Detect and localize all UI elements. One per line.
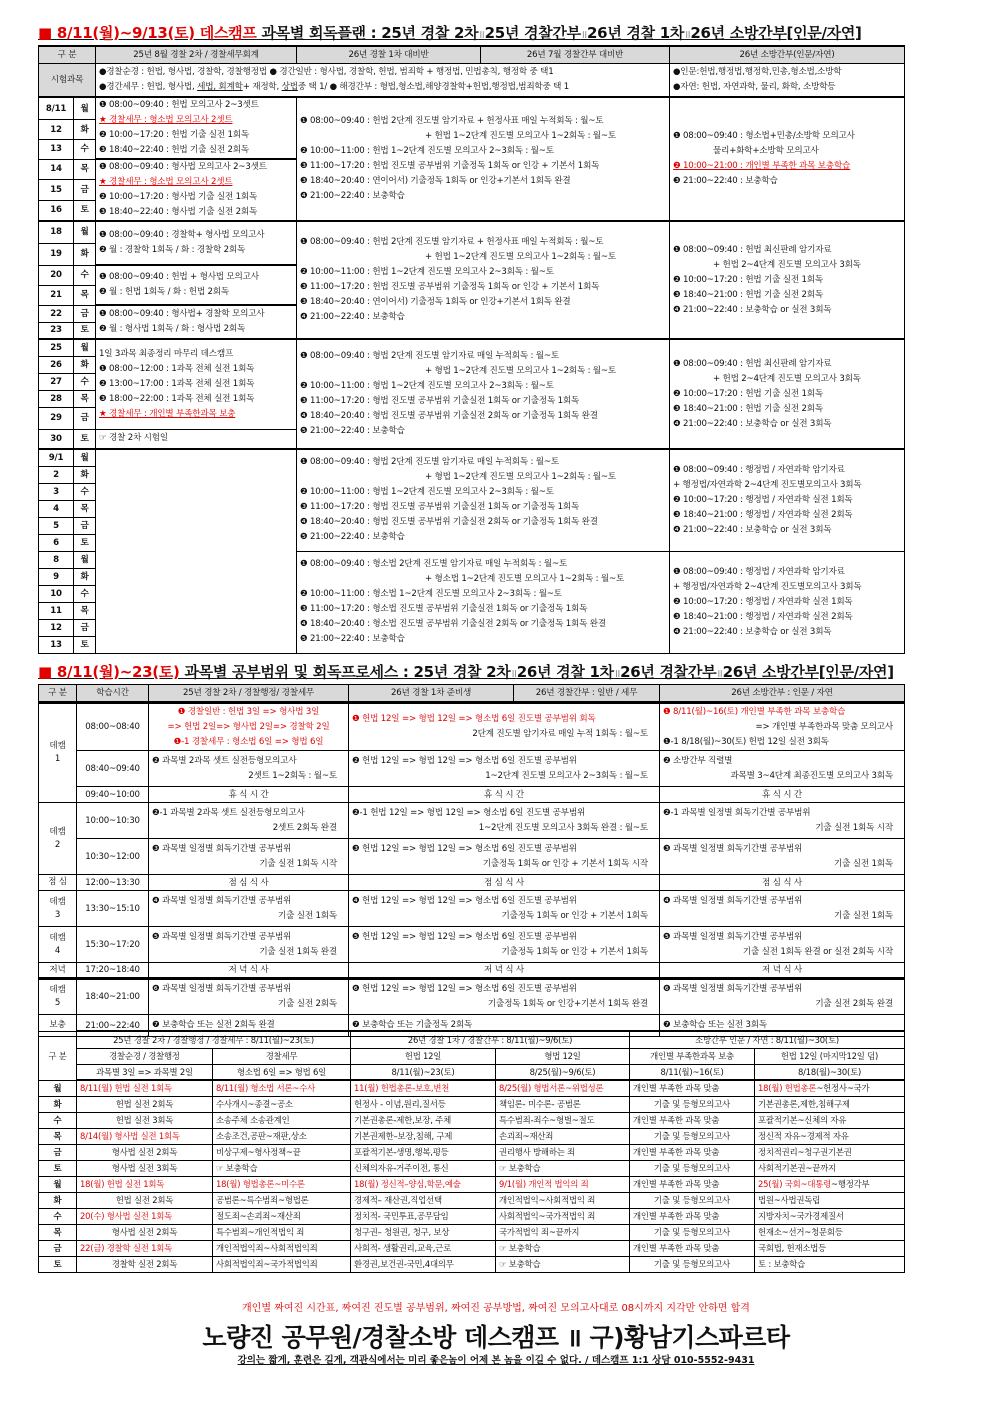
study-process-table [38, 684, 905, 1037]
footer-tagline: 강의는 짧게, 훈련은 길게, 객관식에서는 미리 좋은놈이 어제 본 놈을 이길 수 없다. / 데스캠프 1:1 상담 010-5552-9431 [237, 1355, 755, 1366]
subject-range-table [38, 1030, 905, 1273]
subjects-label: 시험과목 [39, 63, 96, 97]
fire-supplement-cell: 기출 및 등형모의고사 [630, 1096, 755, 1112]
header-fire: 26년 소방간부(인문/자연) [670, 46, 905, 63]
section1-title: ■ 8/11(월)~9/13(토) 데스캠프 과목별 회독플랜 : 25년 경찰 2차॥25년 경찰간부॥26년 경찰 1차॥26년 소방간부[인문/자연] [38, 24, 862, 42]
process-cell: ❺ 헌법 12일 => 형법 12일 => 형소법 6일 진도별 공부범위 기출정독 1회독 or 인강 + 기본서 1회독 [349, 927, 660, 963]
date-cell: 13 [39, 636, 74, 653]
time-row [39, 891, 905, 927]
tax-range-cell: 사회적법익죄~국가적법익죄 [213, 1256, 351, 1272]
date-row [39, 97, 905, 120]
day-row [39, 1208, 905, 1224]
subjects-text: ●경찰순경 : 헌법, 형사법, 경찰학, 경찰행정법 ● 경간일반 : 형사법, 경찰학, 헌법, 범죄학 + 행정법, 민법총칙, 행정학 중 택1 ●경간세무 : 헌법, 형사법, 세법, 회계학+ 재정학, 상법중 택 1/ ● 해경간부 : 형법,형소법,해양경찰학+헌법,행정법,범죄학중 택 1 [96, 63, 670, 97]
date-row [39, 449, 905, 466]
date-cell: 11 [39, 602, 74, 619]
break-cell: 저 녁 식 사 [349, 963, 660, 979]
date-cell: 10 [39, 585, 74, 602]
weekday-cell: 월 [39, 1176, 77, 1192]
session-label: 데캠 4 [39, 927, 77, 963]
police2-range-cell: 18(월) 헌법 실전 1회독 [77, 1176, 213, 1192]
fire-supplement-cell: 기출 및 등형모의고사 [630, 1224, 755, 1240]
tax-range-cell: 소송조건,공판~재판,상소 [213, 1128, 351, 1144]
criminal-range-cell: 사회적법익~국가적법익 죄 [496, 1208, 630, 1224]
process-cell: ❶ 8/11(월)~16(토) 개인별 부족한 과목 보충학습 => 개인별 부족한과목 맞춤 모의고사 ❶-1 8/18(월)~30(토) 헌법 12일 실전 3회독 [660, 703, 905, 751]
day-row [39, 1080, 905, 1096]
subheader-cell: 형법 12일 [496, 1048, 630, 1064]
date-cell: 2 [39, 466, 74, 483]
day-row [39, 1160, 905, 1176]
weekday-cell: 화 [74, 568, 96, 585]
session-label: 저녁 [39, 963, 77, 979]
police2-range-cell: 헌법 실전 3회독 [77, 1112, 213, 1128]
police2-plan-cell: ❶ 08:00~09:40 : 헌법 + 형사법 모의고사 ❷ 월 : 헌법 1회독 / 화 : 헌법 2회독 [96, 265, 297, 305]
fire-plan-cell: ❶ 08:00~09:40 : 행정법 / 자연과학 암기자료 + 행정법/자연과학 2~4단계 진도별모의고사 3회독 ❷ 10:00~17:20 : 행정법 / 자연과학 실전 1회독 ❸ 18:40~21:00 : 행정법 / 자연과학 실전 2회독 ❹ 21:00~22:40 : 보충학습 or 실전 3회독 [670, 449, 905, 551]
process-cell: ❷ 과목별 2과목 셋트 실전등형모의고사 2셋트 1~2회독 : 월~토 [149, 751, 349, 787]
police1-cadet-plan-cell: ❶ 08:00~09:40 : 형법 2단계 진도별 암기자료 매일 누적회독 : 월~토 + 형법 1~2단계 진도별 모의고사 1~2회독 : 월~토 ❷ 10:00~11:00 : 형법 1~2단계 진도별 모의고사 2~3회독 : 월~토 ❸ 11:00~17:20 : 형법 진도별 공부범위 기출실전 1회독 or 기출정독 1회독 ❹ 18:40~20:40 : 형법 진도별 공부범위 기출실전 2회독 or 기출정독 1회독 완결 ❺ 21:00~22:40 : 보충학습 [297, 339, 670, 449]
day-row [39, 1240, 905, 1256]
date-cell: 15 [39, 180, 74, 201]
fire-constitution-cell: 18(월) 헌법총론~헌정사~국가 [755, 1080, 905, 1096]
date-cell: 9 [39, 568, 74, 585]
weekday-cell: 화 [74, 243, 96, 265]
fire-plan-cell: ❶ 08:00~09:40 : 형소법+민총/소방학 모의고사 물리+화학+소방학 모의고사 ❷ 10:00~21:00 : 개인별 부족한 과목 보충학습 ❸ 21:00~22:40 : 보충학습 [670, 97, 905, 221]
weekday-cell: 금 [74, 517, 96, 534]
date-cell: 29 [39, 407, 74, 429]
break-cell: 점 심 식 사 [660, 875, 905, 891]
process-cell: ❸ 과목별 일정별 회독기간별 공부범위 기출 실전 1회독 [660, 839, 905, 875]
group3-title: 소방간부 인문 / 자연 : 8/11(월)~30(토) [630, 1031, 905, 1048]
fire-supplement-cell: 개인별 부족한 과목 맞춤 [630, 1208, 755, 1224]
fire-constitution-cell: 기본권총론,제한,침해구제 [755, 1096, 905, 1112]
weekday-cell: 토 [74, 200, 96, 221]
police2-range-cell: 8/11(월) 헌법 실전 1회독 [77, 1080, 213, 1096]
process-cell: ❼ 보충학습 또는 실전 3회독 [660, 1015, 905, 1037]
group1-title: 25년 경찰 2차 / 경찰행정 / 경찰세무 : 8/11(월)~23(토) [77, 1031, 351, 1048]
section3-label: 구 분 [39, 1031, 77, 1080]
weekday-cell: 화 [39, 1096, 77, 1112]
subheader-cell: 과목별 3일 => 과목별 2일 [77, 1064, 213, 1080]
process-cell: ❻ 과목별 일정별 회독기간별 공부범위 기출 실전 2회독 [149, 979, 349, 1015]
fire-supplement-cell: 개인별 부족한 과목 맞춤 [630, 1144, 755, 1160]
police2-range-cell: 헌법 실전 2회독 [77, 1096, 213, 1112]
fire-constitution-cell: 지방자치~국가경제질서 [755, 1208, 905, 1224]
date-cell: 3 [39, 483, 74, 500]
time-row [39, 963, 905, 979]
subheader-cell: 헌법 12일 (마지막12일 덤) [755, 1048, 905, 1064]
police2-plan-cell: 1일 3과목 최종정리 마무리 데스캠프 ❶ 08:00~12:00 : 1과목 전체 실전 1회독 ❷ 13:00~17:00 : 1과목 전체 실전 1회독 ❸ 18:00~22:00 : 1과목 전체 실전 1회독 ★ 경찰세무 : 개인별 부족한과목 보충 [96, 339, 297, 429]
day-row [39, 1256, 905, 1272]
fire-constitution-cell: 25(월) 국회~대통령~행정각부 [755, 1176, 905, 1192]
criminal-range-cell: 책임론- 미수론- 공범론 [496, 1096, 630, 1112]
day-row [39, 1224, 905, 1240]
subheader-cell: 8/11(월)~16(토) [630, 1064, 755, 1080]
criminal-range-cell: ☞ 보충학습 [496, 1240, 630, 1256]
process-cell: ❷-1 헌법 12일 => 형법 12일 => 형소법 6일 진도별 공부범위 1~2단계 진도별 모의고사 3회독 완결 : 월~토 [349, 803, 660, 839]
weekday-cell: 월 [74, 97, 96, 120]
constitution-range-cell: 정치적- 국민투표,공무담임 [351, 1208, 496, 1224]
weekday-cell: 금 [74, 407, 96, 429]
time-cell: 21:00~22:40 [77, 1015, 149, 1037]
subheader-cell: 8/18(월)~30(토) [755, 1064, 905, 1080]
process-cell: ❺ 과목별 일정별 회독기간별 공부범위 기출 실전 1회독 완결 or 실전 2회독 시작 [660, 927, 905, 963]
session-label: 보충 [39, 1015, 77, 1037]
process-cell: ❷ 헌법 12일 => 형법 12일 => 형소법 6일 진도별 공부범위 1~2단계 진도별 모의고사 2~3회독 : 월~토 [349, 751, 660, 787]
fire-constitution-cell: 사회적기본권~끝까지 [755, 1160, 905, 1176]
time-row [39, 803, 905, 839]
constitution-range-cell: 11(월) 헌법총론-보호,변천 [351, 1080, 496, 1096]
date-cell: 12 [39, 120, 74, 140]
process-cell: ❹ 과목별 일정별 회독기간별 공부범위 기출 실전 1회독 [149, 891, 349, 927]
police1-cadet-plan-cell: ❶ 08:00~09:40 : 형소법 2단계 진도별 암기자료 매일 누적회독 : 월~토 + 형소법 1~2단계 진도별 모의고사 1~2회독 : 월~토 ❷ 10:00~11:00 : 형소법 1~2단계 진도별 모의고사 2~3회독 : 월~토 ❸ 11:00~17:20 : 형소법 진도별 공부범위 기출실전 1회독 or 기출정독 1회독 ❹ 18:40~20:40 : 형소법 진도별 공부범위 기출실전 2회독 or 기출정독 1회독 완결 ❺ 21:00~22:40 : 보충학습 [297, 551, 670, 653]
day-row [39, 1176, 905, 1192]
fire-plan-cell: ❶ 08:00~09:40 : 헌법 최신판례 암기자료 + 헌법 2~4단계 진도별 모의고사 3회독 ❷ 10:00~17:20 : 헌법 기출 실전 1회독 ❸ 18:40~21:00 : 헌법 기출 실전 2회독 ❹ 21:00~22:40 : 보충학습 or 실전 3회독 [670, 339, 905, 449]
weekday-cell: 목 [39, 1224, 77, 1240]
date-cell: 25 [39, 339, 74, 356]
day-row [39, 1192, 905, 1208]
weekday-cell: 목 [74, 500, 96, 517]
weekday-cell: 월 [74, 551, 96, 568]
criminal-range-cell: 손괴죄~재산죄 [496, 1128, 630, 1144]
weekday-cell: 토 [74, 534, 96, 551]
weekday-cell: 수 [74, 483, 96, 500]
session-label: 데캠 1 [39, 703, 77, 803]
fire-supplement-cell: 개인별 부족한 과목 맞춤 [630, 1080, 755, 1096]
empty-cell [96, 449, 297, 653]
day-row [39, 1112, 905, 1128]
time-cell: 15:30~17:20 [77, 927, 149, 963]
criminal-range-cell: 개인적법익~사회적법익 죄 [496, 1192, 630, 1208]
subheader-cell: 경찰세무 [213, 1048, 351, 1064]
constitution-range-cell: 청구권– 청원권, 청구, 보상 [351, 1224, 496, 1240]
process-cell: ❹ 헌법 12일 => 형법 12일 => 형소법 6일 진도별 공부범위 기출정독 1회독 or 인강 + 기본서 1회독 [349, 891, 660, 927]
weekday-cell: 금 [39, 1240, 77, 1256]
weekday-cell: 금 [74, 305, 96, 322]
tax-range-cell: 절도죄~손괴죄~재산죄 [213, 1208, 351, 1224]
fire-constitution-rest: ~헌정사~국가 [816, 1083, 870, 1094]
subheader-cell: 헌법 12일 [351, 1048, 496, 1064]
subheader-cell: 8/11(월)~23(토) [351, 1064, 496, 1080]
session-label: 점 심 [39, 875, 77, 891]
time-row [39, 875, 905, 891]
date-cell: 8 [39, 551, 74, 568]
time-row [39, 839, 905, 875]
process-cell: ❷-1 과목별 2과목 셋트 실전등형모의고사 2셋트 2회독 완결 [149, 803, 349, 839]
criminal-range-cell: ☞ 보충학습 [496, 1160, 630, 1176]
time-row [39, 787, 905, 803]
tax-range-cell: 소송주체 소송관계인 [213, 1112, 351, 1128]
weekday-cell: 수 [39, 1208, 77, 1224]
weekday-cell: 토 [74, 322, 96, 339]
break-cell: 저 녁 식 사 [149, 963, 349, 979]
police2-plan-cell: ❶ 08:00~09:40 : 헌법 모의고사 2~3셋트 ★ 경찰세무 : 형소법 모의고사 2셋트 ❷ 10:00~17:20 : 헌법 기출 실전 1회독 ❸ 18:40~22:40 : 헌법 기출 실전 2회독 [96, 97, 297, 159]
weekday-cell: 수 [74, 265, 96, 285]
subheader-cell: 형소법 6일 => 형법 6일 [213, 1064, 351, 1080]
fire-constitution-cell: 토 : 보충학습 [755, 1256, 905, 1272]
police2-range-cell: 22(금) 경찰학 실전 1회독 [77, 1240, 213, 1256]
process-cell: ❹ 과목별 일정별 회독기간별 공부범위 기출 실전 1회독 [660, 891, 905, 927]
fire-supplement-cell: 개인별 부족한 과목 맞춤 [630, 1176, 755, 1192]
date-cell: 5 [39, 517, 74, 534]
weekday-cell: 월 [74, 221, 96, 243]
process-cell: ❸ 과목별 일정별 회독기간별 공부범위 기출 실전 1회독 시작 [149, 839, 349, 875]
fire-plan-cell: ❶ 08:00~09:40 : 행정법 / 자연과학 암기자료 + 행정법/자연과학 2~4단계 진도별모의고사 3회독 ❷ 10:00~17:20 : 행정법 / 자연과학 실전 1회독 ❸ 18:40~21:00 : 행정법 / 자연과학 실전 2회독 ❹ 21:00~22:40 : 보충학습 or 실전 3회독 [670, 551, 905, 653]
time-cell: 10:30~12:00 [77, 839, 149, 875]
tax-range-cell: 18(월) 형법총론~미수론 [213, 1176, 351, 1192]
subheader-cell: 8/25(월)~9/6(토) [496, 1064, 630, 1080]
criminal-range-cell: 권리행사 방해하는 죄 [496, 1144, 630, 1160]
weekday-cell: 목 [39, 1128, 77, 1144]
date-row [39, 221, 905, 243]
police1-cadet-plan-cell: ❶ 08:00~09:40 : 헌법 2단계 진도별 암기자료 + 헌정사표 매일 누적회독 : 월~토 + 헌법 1~2단계 진도별 모의고사 1~2회독 : 월~토 ❷ 10:00~11:00 : 헌법 1~2단계 진도별 모의고사 2~3회독 : 월~토 ❸ 11:00~17:20 : 헌법 진도별 공부범위 기출정독 1회독 or 인강 + 기본서 1회독 ❸ 18:40~20:40 : 연이어서) 기출정독 1회독 or 인강+기본서 1회독 완결 ❹ 21:00~22:40 : 보충학습 [297, 221, 670, 339]
subheader-cell: 개인별 부족한과목 보충 [630, 1048, 755, 1064]
weekday-cell: 토 [74, 429, 96, 449]
weekday-cell: 월 [74, 449, 96, 466]
process-cell: ❷ 소방간부 직렬별 과목별 3~4단계 최종진도별 모의고사 3회독 [660, 751, 905, 787]
fire-supplement-cell: 기출 및 등형모의고사 [630, 1160, 755, 1176]
process-cell: ❶ 헌법 12일 => 형법 12일 => 형소법 6일 진도별 공부범위 회독 2단계 진도별 암기자료 매일 누적 1회독 : 월~토 [349, 703, 660, 751]
subjects-fire: ●인문:헌법,행정법,행정학,민총,형소법,소방학 ●자연: 헌법, 자연과학, 물리, 화학, 소방학등 [670, 63, 905, 97]
weekday-cell: 목 [74, 285, 96, 305]
fire-constitution-rest: ~행정각부 [831, 1179, 870, 1189]
fire-constitution-cell: 헌재소~선거~청문회등 [755, 1224, 905, 1240]
time-cell: 08:00~08:40 [77, 703, 149, 751]
weekday-cell: 수 [74, 585, 96, 602]
police2-range-cell: 형사법 실전 2회독 [77, 1224, 213, 1240]
date-cell: 9/1 [39, 449, 74, 466]
weekday-cell: 화 [74, 466, 96, 483]
header-police1: 26년 경찰 1차 준비생 [349, 685, 514, 703]
day-row [39, 1096, 905, 1112]
break-cell: 점 심 식 사 [149, 875, 349, 891]
police2-range-cell: 20(수) 형사법 실전 1회독 [77, 1208, 213, 1224]
time-row [39, 751, 905, 787]
header-cadet: 26년 경찰간부 : 일반 / 세무 [514, 685, 660, 703]
weekday-cell: 목 [74, 390, 96, 407]
weekday-cell: 수 [74, 139, 96, 159]
time-cell: 18:40~21:00 [77, 979, 149, 1015]
tax-range-cell: 수사개시~종결~공소 [213, 1096, 351, 1112]
header-police2: 25년 8월 경찰 2차 / 경찰세무회계 [96, 46, 297, 63]
police2-plan-cell: ☞ 경찰 2차 시험일 [96, 429, 297, 449]
tax-range-cell: 8/11(월) 형소법 서론~수사 [213, 1080, 351, 1096]
date-cell: 23 [39, 322, 74, 339]
weekday-cell: 월 [39, 1080, 77, 1096]
header-police1: 26년 경찰 1차 대비반 [297, 46, 481, 63]
time-cell: 17:20~18:40 [77, 963, 149, 979]
date-cell: 27 [39, 373, 74, 390]
tax-range-cell: ☞ 보충학습 [213, 1160, 351, 1176]
date-cell: 13 [39, 139, 74, 159]
police2-range-cell: 헌법 실전 2회독 [77, 1192, 213, 1208]
session-label: 데캠 2 [39, 803, 77, 875]
constitution-range-cell: 사회적- 생활권리,교육,근로 [351, 1240, 496, 1256]
session-label: 데캠 5 [39, 979, 77, 1015]
police2-range-cell: 8/14(월) 형사법 실전 1회독 [77, 1128, 213, 1144]
date-cell: 8/11 [39, 97, 74, 120]
weekday-cell: 수 [39, 1112, 77, 1128]
constitution-range-cell: 신체의자유-거주이전, 통신 [351, 1160, 496, 1176]
date-cell: 21 [39, 285, 74, 305]
break-cell: 휴 식 시 간 [349, 787, 660, 803]
process-cell: ❶ 경찰일반 : 헌법 3일 => 형사법 3일 => 헌법 2일=> 형사법 2일=> 경찰학 2일 ❶-1 경찰세무 : 형소법 6일 => 형법 6일 [149, 703, 349, 751]
fire-supplement-cell: 개인별 부족한 과목 맞춤 [630, 1240, 755, 1256]
police1-cadet-plan-cell: ❶ 08:00~09:40 : 형법 2단계 진도별 암기자료 매일 누적회독 : 월~토 + 형법 1~2단계 진도별 모의고사 1~2회독 : 월~토 ❷ 10:00~11:00 : 형법 1~2단계 진도별 모의고사 2~3회독 : 월~토 ❸ 11:00~17:20 : 형법 진도별 공부범위 기출실전 1회독 or 기출정독 1회독 ❹ 18:40~20:40 : 형법 진도별 공부범위 기출실전 2회독 or 기출정독 1회독 완결 ❺ 21:00~22:40 : 보충학습 [297, 449, 670, 551]
time-cell: 09:40~10:00 [77, 787, 149, 803]
weekday-cell: 화 [74, 120, 96, 140]
day-row [39, 1128, 905, 1144]
time-cell: 08:40~09:40 [77, 751, 149, 787]
weekday-cell: 월 [74, 339, 96, 356]
weekday-cell: 수 [74, 373, 96, 390]
fire-supplement-cell: 개인별 부족한 과목 맞춤 [630, 1112, 755, 1128]
date-cell: 4 [39, 500, 74, 517]
constitution-range-cell: 헌정사 - 이념,원리,질서등 [351, 1096, 496, 1112]
subheader-cell: 경찰순경 / 경찰행정 [77, 1048, 213, 1064]
tax-range-cell: 특수범죄~개인적법익 죄 [213, 1224, 351, 1240]
time-row [39, 703, 905, 751]
process-cell: ❻ 헌법 12일 => 형법 12일 => 형소법 6일 진도별 공부범위 기출정독 1회독 or 인강+기본서 1회독 완결 [349, 979, 660, 1015]
group2-title: 26년 경찰 1차 / 경찰간부 : 8/11(월)~9/6(토) [351, 1031, 630, 1048]
police2-range-cell: 형사법 실전 3회독 [77, 1160, 213, 1176]
process-cell: ❸ 헌법 12일 => 형법 12일 => 형소법 6일 진도별 공부범위 기출정독 1회독 or 인강 + 기본서 1회독 시작 [349, 839, 660, 875]
date-row [39, 339, 905, 356]
header-cadet: 26년 7월 경찰간부 대비반 [481, 46, 670, 63]
fire-supplement-cell: 기출 및 등형모의고사 [630, 1256, 755, 1272]
session-label: 데캠 3 [39, 891, 77, 927]
date-cell: 28 [39, 390, 74, 407]
constitution-range-cell: 18(월) 정신적–양심,학문,예술 [351, 1176, 496, 1192]
criminal-range-cell: 8/25(월) 형법서론~위법성론 [496, 1080, 630, 1096]
constitution-range-cell: 경제적– 재산권,직업선택 [351, 1192, 496, 1208]
fire-supplement-cell: 기출 및 등형모의고사 [630, 1128, 755, 1144]
schedule-plan-table [38, 45, 905, 654]
constitution-range-cell: 환경권,보건권-국민,4대의무 [351, 1256, 496, 1272]
police2-range-cell: 형사법 실전 2회독 [77, 1144, 213, 1160]
time-row [39, 979, 905, 1015]
process-cell: ❻ 과목별 일정별 회독기간별 공부범위 기출 실전 2회독 완결 [660, 979, 905, 1015]
section2-title: ■ 8/11(월)~23(토) 과목별 공부범위 및 회독프로세스 : 25년 경찰 2차॥26년 경찰 1차॥26년 경찰간부॥26년 소방간부[인문/자연] [38, 663, 894, 681]
day-row [39, 1144, 905, 1160]
process-cell: ❼ 보충학습 또는 실전 2회독 완결 [149, 1015, 349, 1037]
footer-brand: 노량진 공무원/경찰소방 데스캠프 ॥ 구)황남기스파르타 [202, 1323, 790, 1352]
weekday-cell: 목 [74, 602, 96, 619]
fire-constitution-cell: 법원~사법권독립 [755, 1192, 905, 1208]
process-cell: ❺ 과목별 일정별 회독기간별 공부범위 기출 실전 1회독 완결 [149, 927, 349, 963]
date-cell: 20 [39, 265, 74, 285]
footer-slogan: 개인별 짜여진 시간표, 짜여진 진도별 공부범위, 짜여진 공부방법, 짜여진 모의고사대로 08시까지 지각만 안하면 합격 [242, 1303, 750, 1314]
header-police2: 25년 경찰 2차 / 경찰행정/ 경찰세무 [149, 685, 349, 703]
police2-plan-cell: ❶ 08:00~09:40 : 형사법+ 경찰학 모의고사 ❷ 월 : 형사법 1회독 / 화 : 형사법 2회독 [96, 305, 297, 339]
date-cell: 16 [39, 200, 74, 221]
header-fire: 26년 소방간부 : 인문 / 자연 [660, 685, 905, 703]
break-cell: 점 심 식 사 [349, 875, 660, 891]
criminal-range-cell: 국가적법익 죄~끝까지 [496, 1224, 630, 1240]
police2-plan-cell: ❶ 08:00~09:40 : 형사법 모의고사 2~3셋트 ★ 경찰세무 : 형소법 모의고사 2셋트 ❷ 10:00~17:20 : 형사법 기출 실전 1회독 ❸ 18:40~22:40 : 형사법 기출 실전 2회독 [96, 159, 297, 221]
constitution-range-cell: 포괄적기본-생명,행복,평등 [351, 1144, 496, 1160]
tax-range-cell: 개인적법익죄~사회적법익죄 [213, 1240, 351, 1256]
break-cell: 휴 식 시 간 [660, 787, 905, 803]
break-cell: 휴 식 시 간 [149, 787, 349, 803]
time-cell: 13:30~15:10 [77, 891, 149, 927]
date-cell: 14 [39, 159, 74, 180]
fire-constitution-cell: 포괄적기본~신체의 자유 [755, 1112, 905, 1128]
weekday-cell: 토 [39, 1160, 77, 1176]
weekday-cell: 토 [39, 1256, 77, 1272]
weekday-cell: 토 [74, 636, 96, 653]
date-cell: 30 [39, 429, 74, 449]
process-cell: ❼ 보충학습 또는 기출정독 2회독 [349, 1015, 660, 1037]
constitution-range-cell: 기본권총론-제한,보장, 주체 [351, 1112, 496, 1128]
weekday-cell: 금 [74, 180, 96, 201]
date-cell: 12 [39, 619, 74, 636]
time-cell: 10:00~10:30 [77, 803, 149, 839]
time-row [39, 927, 905, 963]
fire-supplement-cell: 기출 및 등형모의고사 [630, 1192, 755, 1208]
weekday-cell: 금 [74, 619, 96, 636]
header-time: 학습시간 [77, 685, 149, 703]
criminal-range-cell: 특수범죄-죄수~형벌~절도 [496, 1112, 630, 1128]
police2-range-cell: 경찰학 실전 2회독 [77, 1256, 213, 1272]
break-cell: 저 녁 식 사 [660, 963, 905, 979]
police2-plan-cell: ❶ 08:00~09:40 : 경찰학+ 형사법 모의고사 ❷ 월 : 경찰학 1회독 / 화 : 경찰학 2회독 [96, 221, 297, 265]
header-division: 구 분 [39, 685, 77, 703]
weekday-cell: 화 [39, 1192, 77, 1208]
criminal-range-cell: 9/1(월) 개인적 법익의 죄 [496, 1176, 630, 1192]
fire-constitution-cell: 정치적권리~청구권기본권 [755, 1144, 905, 1160]
fire-plan-cell: ❶ 08:00~09:40 : 헌법 최신판례 암기자료 + 헌법 2~4단계 진도별 모의고사 3회독 ❷ 10:00~17:20 : 헌법 기출 실전 1회독 ❸ 18:40~21:00 : 헌법 기출 실전 2회독 ❹ 21:00~22:40 : 보충학습 or 실전 3회독 [670, 221, 905, 339]
time-cell: 12:00~13:30 [77, 875, 149, 891]
process-cell: ❷-1 과목별 일정별 회독기간별 공부범위 기출 실전 1회독 시작 [660, 803, 905, 839]
tax-range-cell: 비상구제~형사정책~끝 [213, 1144, 351, 1160]
tax-range-cell: 공범론~특수범죄~형법론 [213, 1192, 351, 1208]
date-cell: 22 [39, 305, 74, 322]
weekday-cell: 목 [74, 159, 96, 180]
weekday-cell: 화 [74, 356, 96, 373]
date-cell: 19 [39, 243, 74, 265]
fire-constitution-cell: 정신적 자유~경제적 자유 [755, 1128, 905, 1144]
police1-cadet-plan-cell: ❶ 08:00~09:40 : 헌법 2단계 진도별 암기자료 + 헌정사표 매일 누적회독 : 월~토 + 헌법 1~2단계 진도별 모의고사 1~2회독 : 월~토 ❷ 10:00~11:00 : 헌법 1~2단계 진도별 모의고사 2~3회독 : 월~토 ❸ 11:00~17:20 : 헌법 진도별 공부범위 기출정독 1회독 or 인강 + 기본서 1회독 ❸ 18:40~20:40 : 연이어서) 기출정독 1회독 or 인강+기본서 1회독 완결 ❹ 21:00~22:40 : 보충학습 [297, 97, 670, 221]
weekday-cell: 금 [39, 1144, 77, 1160]
criminal-range-cell: ☞ 보충학습 [496, 1256, 630, 1272]
fire-constitution-cell: 국회법, 헌재소법등 [755, 1240, 905, 1256]
constitution-range-cell: 기본권제한–보장,침해, 구제 [351, 1128, 496, 1144]
date-cell: 6 [39, 534, 74, 551]
date-cell: 26 [39, 356, 74, 373]
date-cell: 18 [39, 221, 74, 243]
header-division: 구 분 [39, 46, 96, 63]
